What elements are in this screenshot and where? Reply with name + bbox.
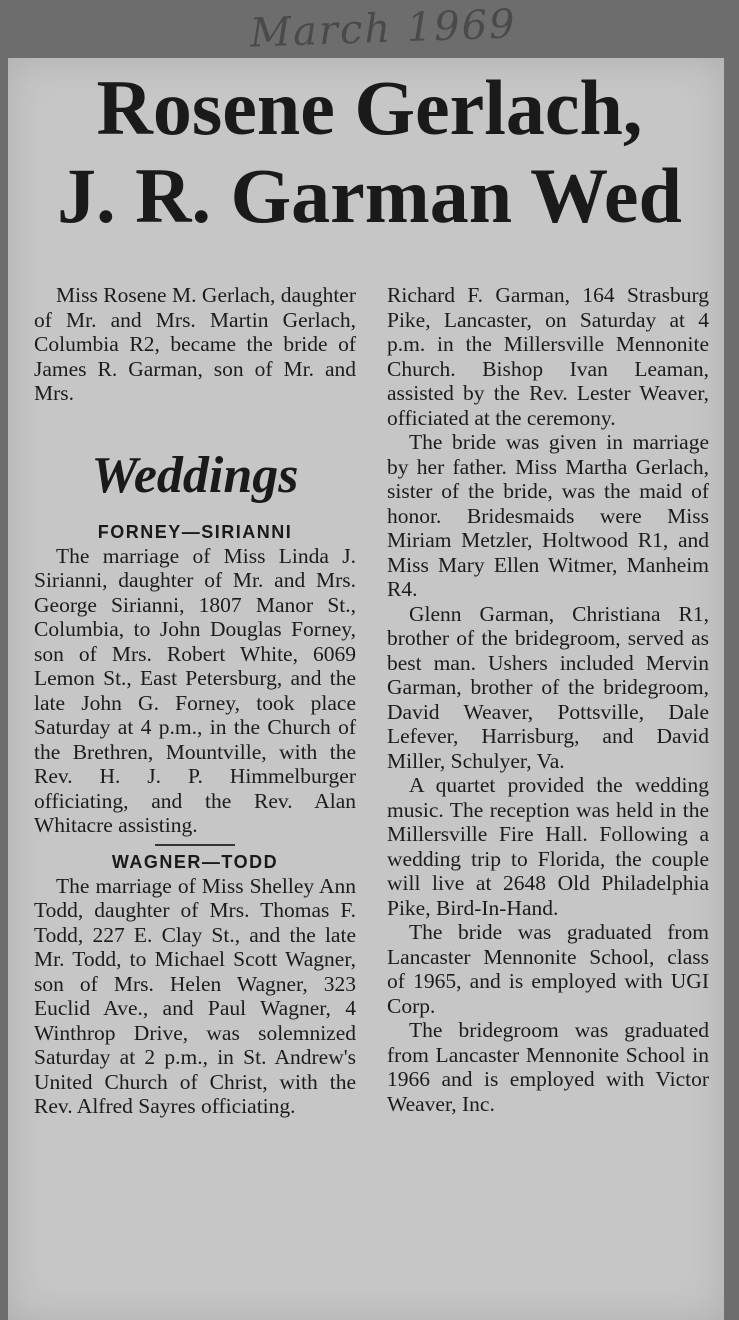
main-article-part-2: Richard F. Garman, 164 Strasburg Pike, Lancaster, on Saturday at 4 p.m. in the Millersville Mennonite Church. Bishop Ivan Leaman, assisted by the Rev. Lester Weaver, officiated at the ceremony.	[387, 283, 709, 430]
wagner-todd-text: The marriage of Miss Shelley Ann Todd, daughter of Mrs. Thomas F. Todd, 227 E. Clay St., and the late Mr. Todd, to Michael Scott Wagner, son of Mrs. Helen Wagner, 323 Euclid Ave., and Paul Wagner, 4 Winthrop Drive, was solemnized Saturday at 2 p.m., in St. Andrew's United Church of Christ, with the Rev. Alfred Sayres officiating.	[34, 873, 356, 1118]
wagner-todd-title: WAGNER—TODD	[111, 851, 279, 872]
headline	[0, 64, 739, 240]
handwritten-date: March 1969	[249, 1, 518, 57]
main-article-paragraph-3: Glenn Garman, Christiana R1, brother of the bridegroom, served as best man. Ushers included Mervin Garman, brother of the bridegroom, David Weaver, Pottsville, Dale Lefever, Harrisburg, and David Miller, Schulyer, Va.	[387, 601, 709, 773]
headline-line-2: J. R. Garman Wed	[57, 152, 682, 239]
forney-sirianni-text: The marriage of Miss Linda J. Sirianni, daughter of Mr. and Mrs. George Sirianni, 1807 Manor St., Columbia, to John Douglas Forney, son of Mrs. Robert White, 6069 Lemon St., East Petersburg, and the late John G. Forney, took place Saturday at 4 p.m., in the Church of the Brethren, Mountville, with the Rev. H. J. P. Himmelburger officiating, and the Rev. Alan Whitacre assisting.	[34, 543, 356, 837]
headline-line-1: Rosene Gerlach,	[96, 64, 643, 151]
main-article-part-1: Miss Rosene M. Gerlach, daughter of Mr. and Mrs. Martin Gerlach, Columbia R2, became the bride of James R. Garman, son of Mr. and Mrs.	[34, 283, 356, 405]
right-column	[387, 283, 709, 1116]
main-article-paragraph-4: A quartet provided the wedding music. The reception was held in the Millersville Fire Hall. Following a wedding trip to Florida, the couple will live at 2648 Old Philadelphia Pike, Bird-In-Hand.	[387, 773, 709, 920]
weddings-heading: Weddings	[91, 446, 299, 504]
forney-sirianni-title: FORNEY—SIRIANNI	[97, 521, 293, 542]
main-article-paragraph-2: The bride was given in marriage by her father. Miss Martha Gerlach, sister of the bride, was the maid of honor. Bridesmaids were Miss Miriam Metzler, Holtwood R1, and Miss Mary Ellen Witmer, Manheim R4.	[387, 430, 709, 601]
section-divider	[155, 844, 235, 846]
main-article-paragraph-6: The bridegroom was graduated from Lancaster Mennonite School in 1966 and is employed with Victor Weaver, Inc.	[387, 1018, 709, 1116]
left-column	[34, 283, 356, 1119]
main-article-paragraph-5: The bride was graduated from Lancaster Mennonite School, class of 1965, and is employed with UGI Corp.	[387, 920, 709, 1018]
